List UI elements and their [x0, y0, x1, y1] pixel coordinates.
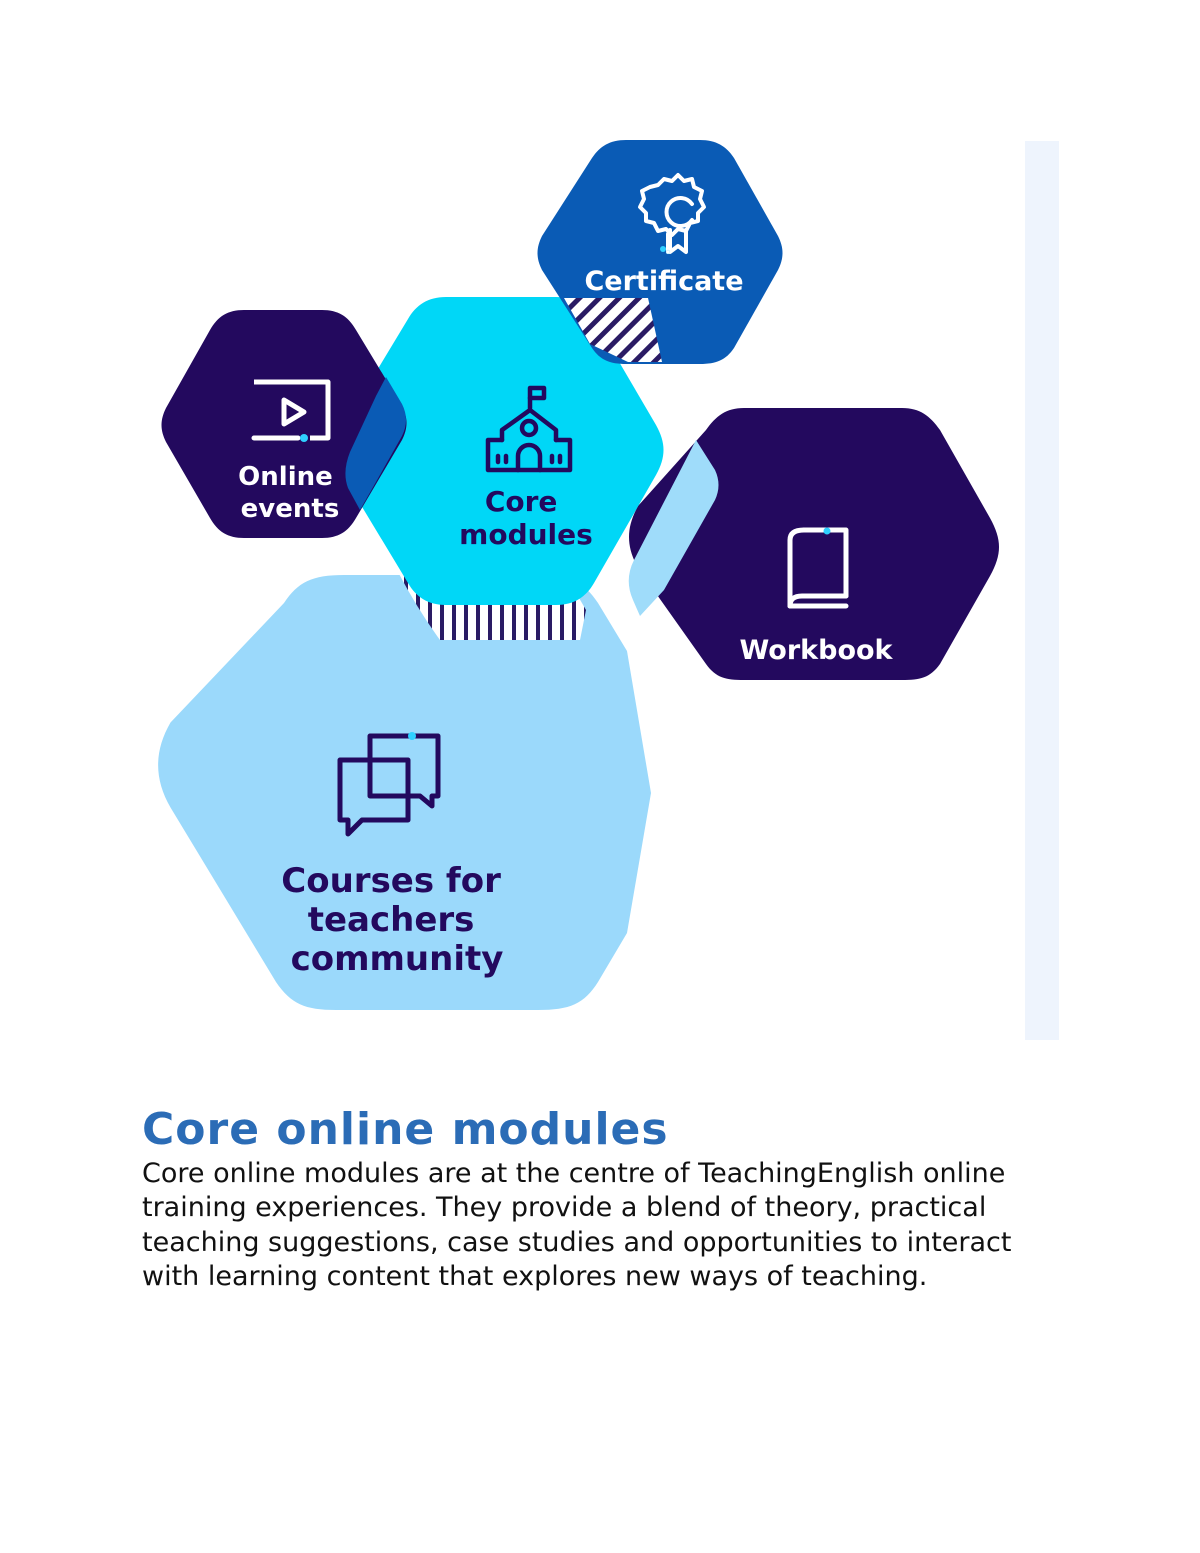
- hex-label-workbook: Workbook: [739, 635, 893, 666]
- video-play-icon-dot: [300, 434, 308, 442]
- section-body: Core online modules are at the centre of TeachingEnglish online training experiences. They provide a blend of theory, practical teaching suggestions, case studies and opportunities to interact with learning content that explores new ways of teaching.: [142, 1158, 1012, 1292]
- certificate-icon-dot: [660, 246, 666, 252]
- hex-label-core-modules: Core modules: [459, 485, 593, 551]
- learning-components-graphic: [140, 140, 1060, 1040]
- hex-label-certificate: Certificate: [584, 266, 744, 297]
- hex-label-courses-community: Courses for teachers community: [281, 861, 504, 979]
- book-icon-dot: [824, 528, 831, 535]
- hex-label-online-events: Online events: [238, 462, 340, 524]
- chat-bubbles-icon-dot: [408, 732, 416, 740]
- section-heading: Core online modules: [142, 1104, 669, 1155]
